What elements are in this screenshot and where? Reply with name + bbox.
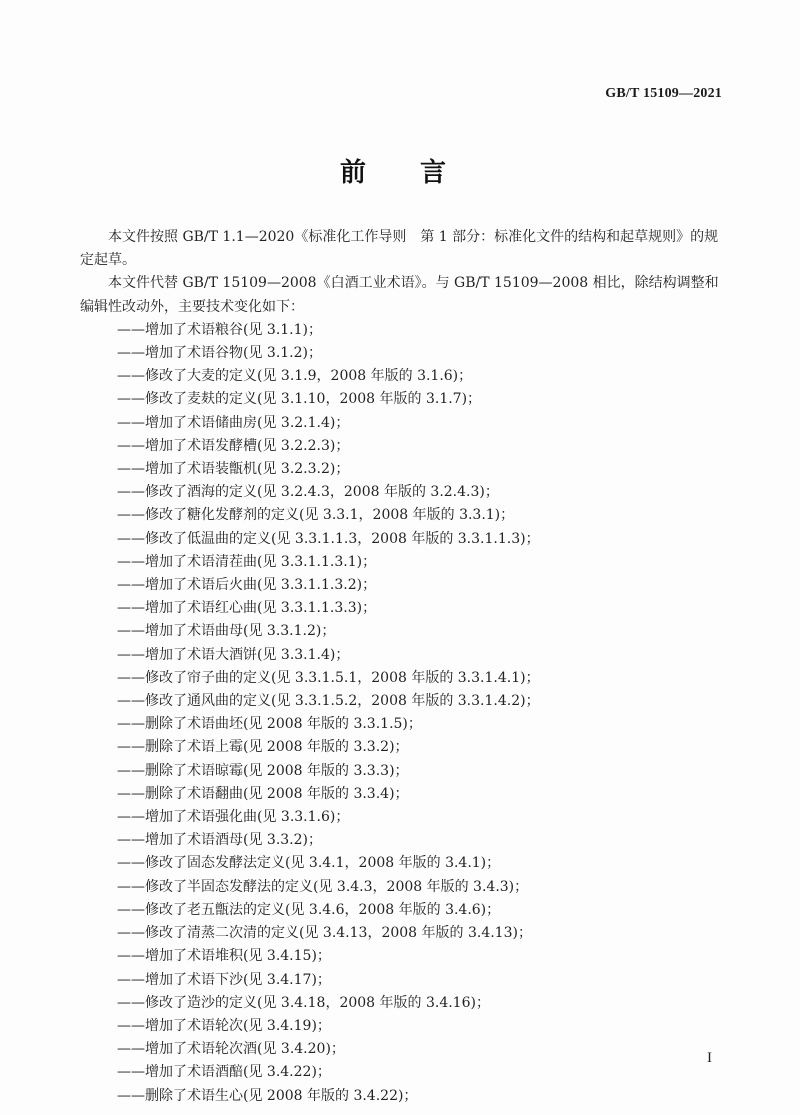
list-item: ——增加了术语谷物(见 3.1.2)； [117,345,322,362]
list-item: ——删除了术语生心(见 2008 年版的 3.4.22)； [117,1087,418,1104]
list-item: ——增加了术语酒母(见 3.3.2)； [117,832,322,849]
list-item: ——增加了术语储曲房(见 3.2.1.4)； [117,414,350,431]
list-item: ——删除了术语晾霉(见 2008 年版的 3.3.3)； [117,762,409,779]
list-item: ——删除了术语翻曲(见 2008 年版的 3.3.4)； [117,785,409,802]
list-item: ——修改了半固态发酵法的定义(见 3.4.3，2008 年版的 3.4.3)； [117,878,529,895]
list-item: ——删除了术语曲坯(见 2008 年版的 3.3.1.5)； [117,716,422,733]
list-item: ——增加了术语清茬曲(见 3.3.1.1.3.1)； [117,553,377,570]
list-item: ——增加了术语轮次(见 3.4.19)； [117,1017,331,1034]
list-item: ——增加了术语后火曲(见 3.3.1.1.3.2)； [117,577,377,594]
list-item: ——修改了帘子曲的定义(见 3.3.1.5.1，2008 年版的 3.3.1.4.1)； [117,669,540,686]
list-item: ——修改了麦麸的定义(见 3.1.10，2008 年版的 3.1.7)； [117,391,482,408]
list-item: ——增加了术语粮谷(见 3.1.1)； [117,321,322,338]
page-title: 前 言 [339,158,460,188]
list-item: ——增加了术语装甑机(见 3.2.3.2)； [117,461,350,478]
list-item: ——修改了老五甑法的定义(见 3.4.6，2008 年版的 3.4.6)； [117,901,501,918]
list-item: ——增加了术语堆积(见 3.4.15)； [117,948,331,965]
list-item: ——修改了低温曲的定义(见 3.3.1.1.3，2008 年版的 3.3.1.1.3)； [117,530,540,547]
list-item: ——增加了术语发酵槽(见 3.2.2.3)； [117,437,350,454]
page-number: I [707,1050,712,1066]
list-item: ——修改了大麦的定义(见 3.1.9，2008 年版的 3.1.6)； [117,368,473,385]
list-item: ——增加了术语红心曲(见 3.3.1.1.3.3)； [117,600,377,617]
technical-changes-list [80,319,725,1108]
list-item: ——增加了术语轮次酒(见 3.4.20)； [117,1041,345,1058]
list-item: ——增加了术语酒醅(见 3.4.22)； [117,1064,331,1081]
list-item: ——增加了术语大酒饼(见 3.3.1.4)； [117,646,350,663]
list-item: ——增加了术语强化曲(见 3.3.1.6)； [117,809,350,826]
list-item: ——修改了造沙的定义(见 3.4.18，2008 年版的 3.4.16)； [117,994,490,1011]
intro-paragraph: 本文件按照 GB/T 1.1—2020《标准化工作导则 第 1 部分：标准化文件的结构和起草规则》的规定起草。 [80,229,719,269]
foreword-body [80,226,725,1108]
list-item: ——增加了术语曲母(见 3.3.1.2)； [117,623,336,640]
intro-paragraph: 本文件代替 GB/T 15109—2008《白酒工业术语》。与 GB/T 15109—2008 相比，除结构调整和编辑性改动外，主要技术变化如下： [80,275,719,315]
list-item: ——增加了术语下沙(见 3.4.17)； [117,971,331,988]
standard-number: GB/T 15109—2021 [605,86,722,101]
list-item: ——删除了术语上霉(见 2008 年版的 3.3.2)； [117,739,409,756]
list-item: ——修改了固态发酵法定义(见 3.4.1，2008 年版的 3.4.1)； [117,855,501,872]
list-item: ——修改了糖化发酵剂的定义(见 3.3.1，2008 年版的 3.3.1)； [117,507,515,524]
list-item: ——修改了通风曲的定义(见 3.3.1.5.2，2008 年版的 3.3.1.4.2)； [117,693,540,710]
list-item: ——修改了酒海的定义(见 3.2.4.3，2008 年版的 3.2.4.3)； [117,484,499,501]
list-item: ——修改了清蒸二次清的定义(见 3.4.13，2008 年版的 3.4.13)； [117,925,532,942]
